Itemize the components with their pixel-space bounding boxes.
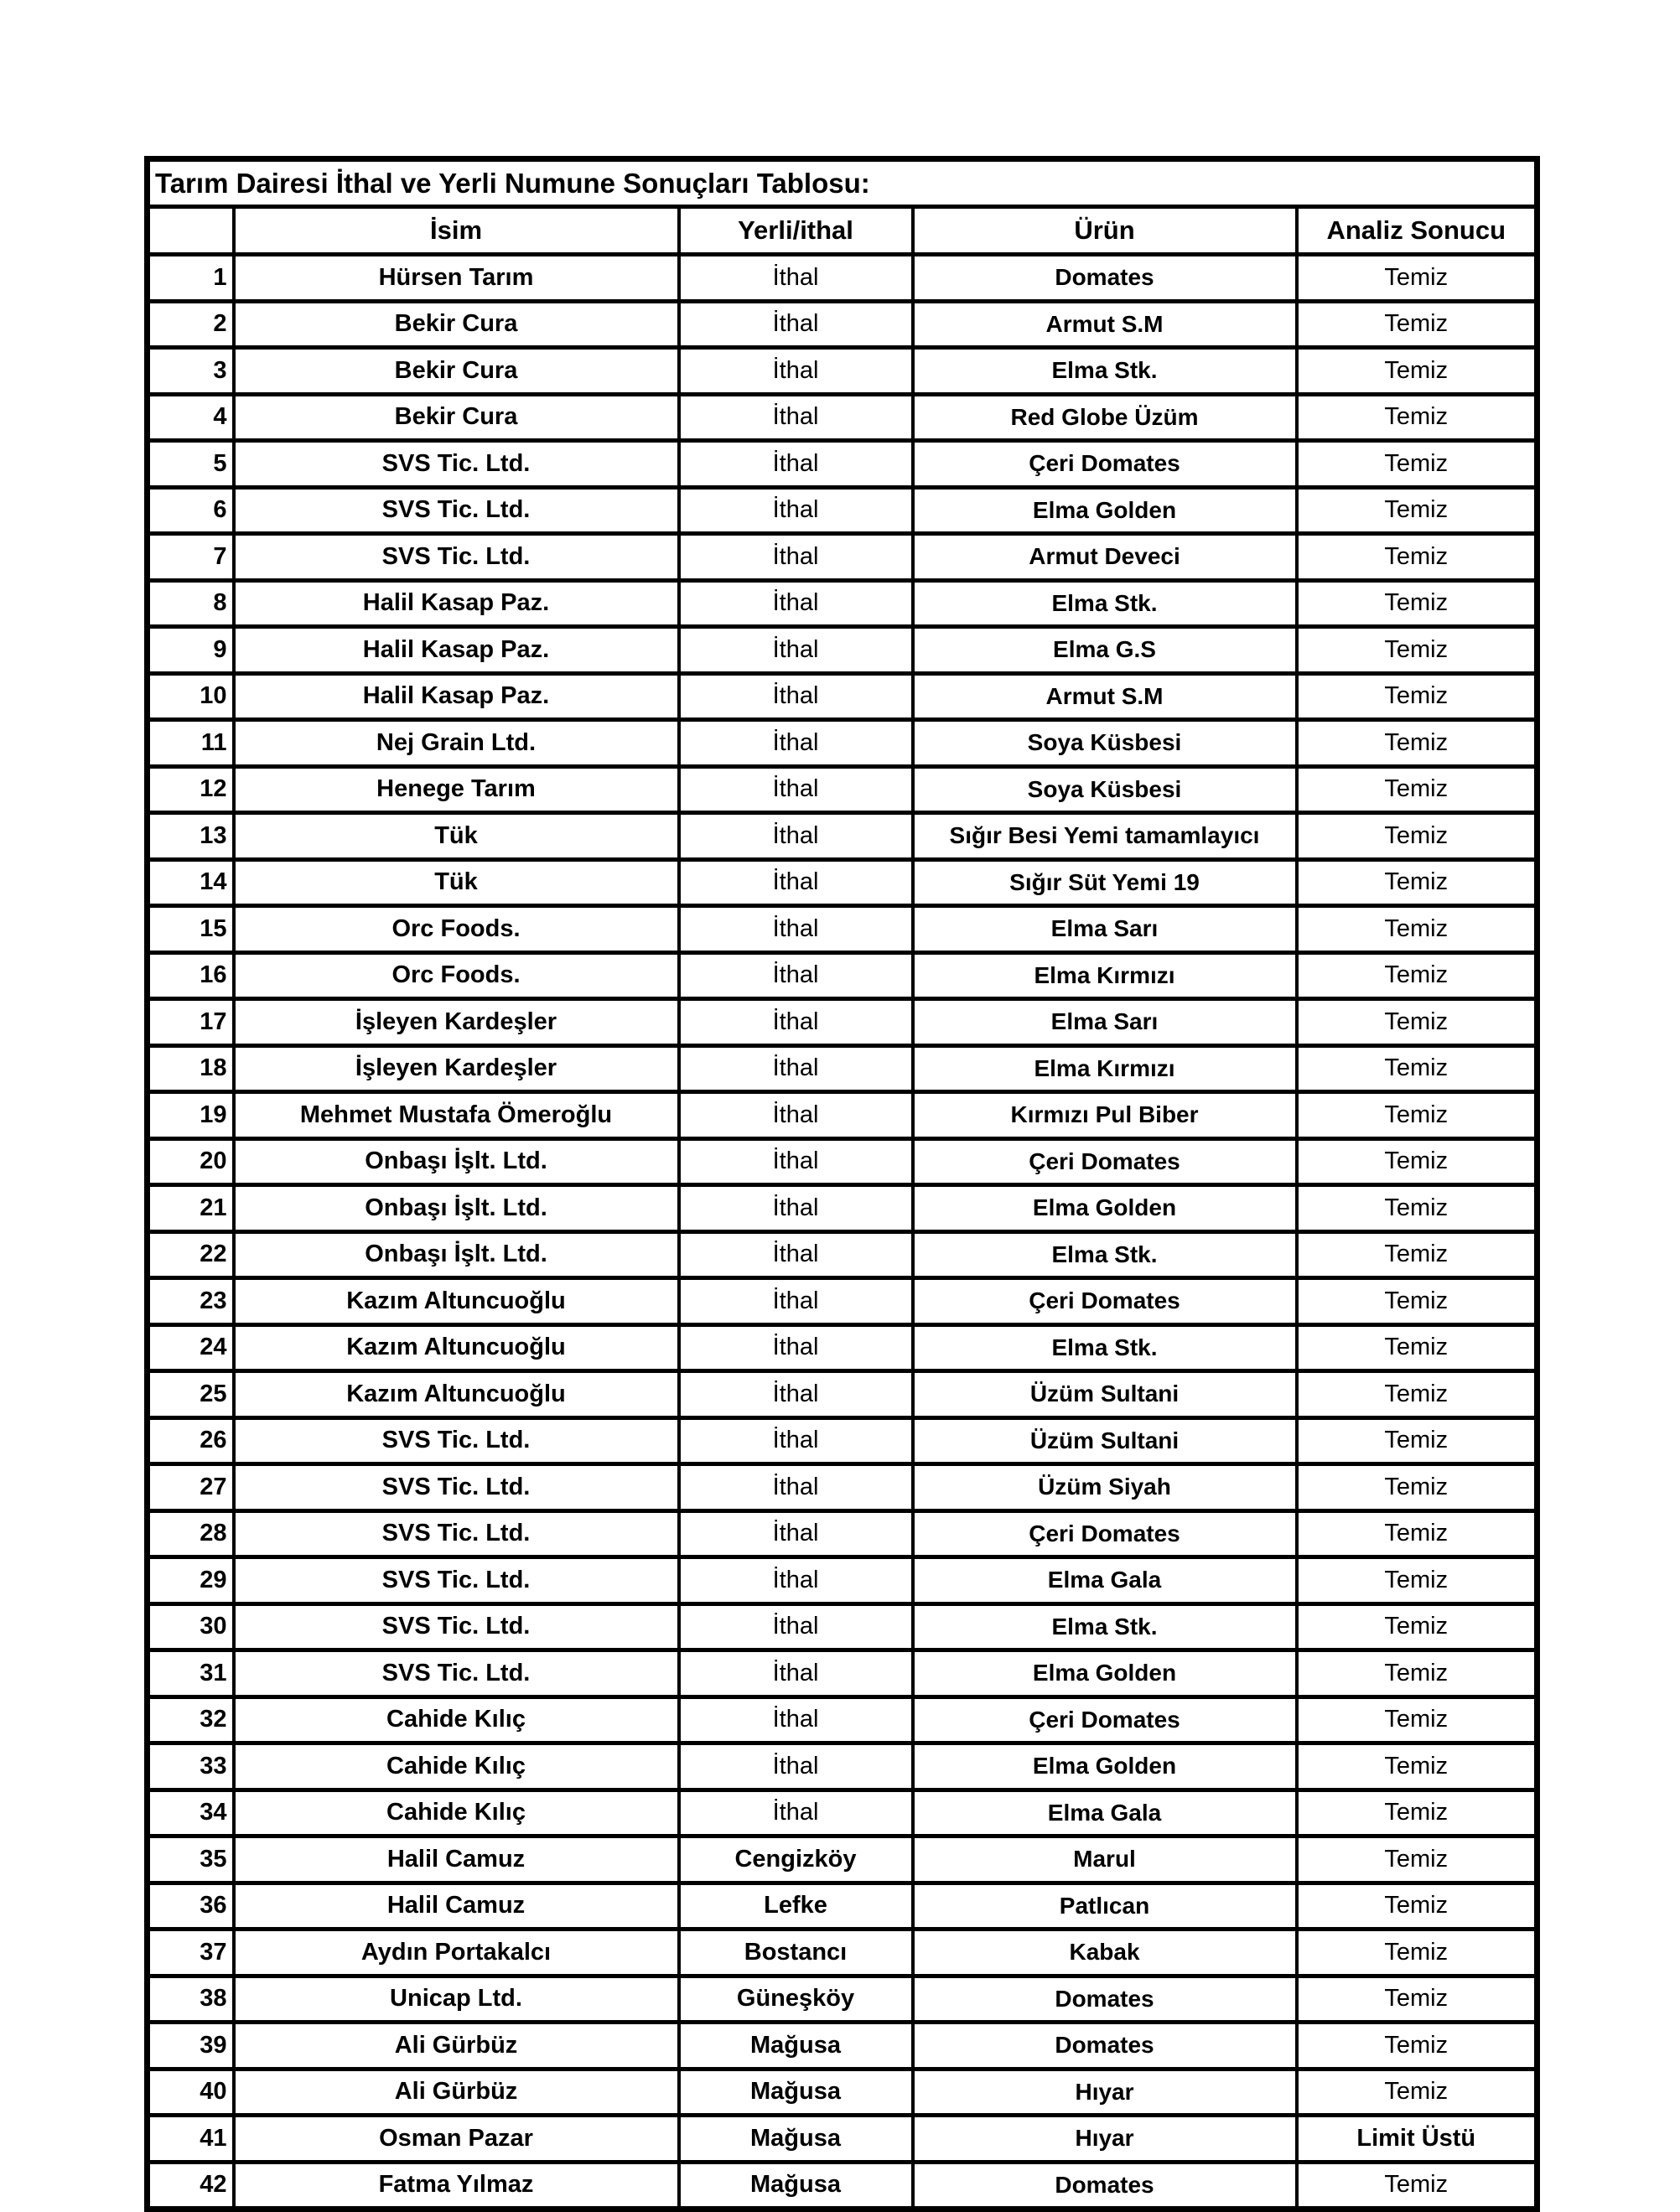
cell-isim: SVS Tic. Ltd. xyxy=(234,441,679,488)
cell-analiz-sonucu: Temiz xyxy=(1297,1185,1537,1232)
cell-urun: Elma Stk. xyxy=(913,348,1297,395)
corner-header-cell xyxy=(148,207,234,255)
cell-yerli-ithal: Mağusa xyxy=(679,2116,913,2163)
cell-yerli-ithal: İthal xyxy=(679,627,913,674)
cell-analiz-sonucu: Temiz xyxy=(1297,1883,1537,1930)
cell-analiz-sonucu: Temiz xyxy=(1297,1650,1537,1697)
cell-isim: Kazım Altuncuoğlu xyxy=(234,1278,679,1325)
header-yerli-ithal: Yerli/ithal xyxy=(679,207,913,255)
cell-isim: Halil Kasap Paz. xyxy=(234,580,679,627)
cell-yerli-ithal: İthal xyxy=(679,394,913,441)
row-number: 5 xyxy=(148,441,234,488)
table-row xyxy=(148,1930,1537,1976)
cell-analiz-sonucu: Temiz xyxy=(1297,1371,1537,1418)
cell-urun: Elma Stk. xyxy=(913,1324,1297,1371)
cell-yerli-ithal: İthal xyxy=(679,1510,913,1557)
row-number: 14 xyxy=(148,859,234,906)
cell-analiz-sonucu: Temiz xyxy=(1297,487,1537,534)
cell-analiz-sonucu: Temiz xyxy=(1297,1930,1537,1976)
row-number: 29 xyxy=(148,1557,234,1604)
cell-yerli-ithal: İthal xyxy=(679,673,913,720)
cell-yerli-ithal: İthal xyxy=(679,999,913,1046)
cell-analiz-sonucu: Temiz xyxy=(1297,627,1537,674)
table-title: Tarım Dairesi İthal ve Yerli Numune Sonuçları Tablosu: xyxy=(148,159,1537,207)
row-number: 21 xyxy=(148,1185,234,1232)
cell-yerli-ithal: İthal xyxy=(679,1743,913,1790)
table-row xyxy=(148,1557,1537,1604)
cell-urun: Elma Stk. xyxy=(913,580,1297,627)
cell-analiz-sonucu: Temiz xyxy=(1297,2162,1537,2209)
cell-yerli-ithal: İthal xyxy=(679,1790,913,1836)
table-header-row xyxy=(148,207,1537,255)
cell-analiz-sonucu: Temiz xyxy=(1297,952,1537,999)
cell-urun: Elma G.S xyxy=(913,627,1297,674)
row-number: 9 xyxy=(148,627,234,674)
cell-analiz-sonucu: Temiz xyxy=(1297,1603,1537,1650)
cell-urun: Elma Stk. xyxy=(913,1603,1297,1650)
cell-isim: Onbaşı İşlt. Ltd. xyxy=(234,1185,679,1232)
cell-yerli-ithal: İthal xyxy=(679,534,913,581)
cell-urun: Elma Golden xyxy=(913,1743,1297,1790)
table-row xyxy=(148,906,1537,953)
cell-isim: Hürsen Tarım xyxy=(234,255,679,302)
cell-isim: Onbaşı İşlt. Ltd. xyxy=(234,1138,679,1185)
cell-yerli-ithal: Cengizköy xyxy=(679,1836,913,1883)
cell-urun: Soya Küsbesi xyxy=(913,766,1297,813)
cell-analiz-sonucu: Temiz xyxy=(1297,441,1537,488)
cell-yerli-ithal: İthal xyxy=(679,952,913,999)
cell-isim: SVS Tic. Ltd. xyxy=(234,487,679,534)
table-row xyxy=(148,1092,1537,1139)
cell-yerli-ithal: Mağusa xyxy=(679,2162,913,2209)
cell-yerli-ithal: Mağusa xyxy=(679,2069,913,2116)
cell-analiz-sonucu: Temiz xyxy=(1297,1417,1537,1464)
row-number: 7 xyxy=(148,534,234,581)
cell-analiz-sonucu: Temiz xyxy=(1297,394,1537,441)
table-row xyxy=(148,1790,1537,1836)
cell-yerli-ithal: İthal xyxy=(679,1092,913,1139)
cell-analiz-sonucu: Temiz xyxy=(1297,1324,1537,1371)
table-row xyxy=(148,255,1537,302)
cell-analiz-sonucu: Temiz xyxy=(1297,1790,1537,1836)
row-number: 37 xyxy=(148,1930,234,1976)
cell-urun: Elma Gala xyxy=(913,1790,1297,1836)
cell-isim: Halil Camuz xyxy=(234,1836,679,1883)
cell-urun: Sığır Besi Yemi tamamlayıcı xyxy=(913,813,1297,860)
table-row xyxy=(148,720,1537,767)
cell-isim: Tük xyxy=(234,859,679,906)
cell-urun: Domates xyxy=(913,255,1297,302)
row-number: 34 xyxy=(148,1790,234,1836)
cell-yerli-ithal: İthal xyxy=(679,1231,913,1278)
table-row xyxy=(148,859,1537,906)
cell-urun: Domates xyxy=(913,1976,1297,2023)
table-row xyxy=(148,2116,1537,2163)
table-row xyxy=(148,487,1537,534)
cell-analiz-sonucu: Temiz xyxy=(1297,2069,1537,2116)
table-row xyxy=(148,1278,1537,1325)
row-number: 28 xyxy=(148,1510,234,1557)
table-row xyxy=(148,813,1537,860)
cell-isim: SVS Tic. Ltd. xyxy=(234,1650,679,1697)
cell-analiz-sonucu: Temiz xyxy=(1297,1836,1537,1883)
cell-analiz-sonucu: Temiz xyxy=(1297,1045,1537,1092)
cell-urun: Hıyar xyxy=(913,2116,1297,2163)
table-row xyxy=(148,1324,1537,1371)
cell-yerli-ithal: Güneşköy xyxy=(679,1976,913,2023)
cell-analiz-sonucu: Temiz xyxy=(1297,534,1537,581)
cell-urun: Elma Kırmızı xyxy=(913,1045,1297,1092)
table-row xyxy=(148,627,1537,674)
cell-analiz-sonucu: Temiz xyxy=(1297,1138,1537,1185)
cell-yerli-ithal: İthal xyxy=(679,1557,913,1604)
cell-yerli-ithal: İthal xyxy=(679,1185,913,1232)
cell-yerli-ithal: İthal xyxy=(679,348,913,395)
cell-urun: Çeri Domates xyxy=(913,1138,1297,1185)
cell-urun: Marul xyxy=(913,1836,1297,1883)
row-number: 35 xyxy=(148,1836,234,1883)
cell-urun: Domates xyxy=(913,2162,1297,2209)
table-row xyxy=(148,1417,1537,1464)
results-table xyxy=(144,156,1540,2212)
row-number: 3 xyxy=(148,348,234,395)
cell-isim: Unicap Ltd. xyxy=(234,1976,679,2023)
cell-urun: Sığır Süt Yemi 19 xyxy=(913,859,1297,906)
cell-analiz-sonucu: Temiz xyxy=(1297,1743,1537,1790)
row-number: 20 xyxy=(148,1138,234,1185)
cell-yerli-ithal: İthal xyxy=(679,487,913,534)
table-row xyxy=(148,1883,1537,1930)
cell-analiz-sonucu: Temiz xyxy=(1297,1697,1537,1743)
table-row xyxy=(148,999,1537,1046)
cell-isim: Tük xyxy=(234,813,679,860)
row-number: 31 xyxy=(148,1650,234,1697)
cell-yerli-ithal: İthal xyxy=(679,1278,913,1325)
table-row xyxy=(148,1185,1537,1232)
cell-analiz-sonucu: Temiz xyxy=(1297,301,1537,348)
cell-isim: Nej Grain Ltd. xyxy=(234,720,679,767)
cell-isim: Bekir Cura xyxy=(234,301,679,348)
cell-yerli-ithal: İthal xyxy=(679,1417,913,1464)
header-isim: İsim xyxy=(234,207,679,255)
row-number: 39 xyxy=(148,2023,234,2070)
table-row xyxy=(148,2069,1537,2116)
cell-analiz-sonucu: Temiz xyxy=(1297,999,1537,1046)
cell-analiz-sonucu: Temiz xyxy=(1297,1231,1537,1278)
cell-urun: Red Globe Üzüm xyxy=(913,394,1297,441)
cell-yerli-ithal: İthal xyxy=(679,720,913,767)
row-number: 33 xyxy=(148,1743,234,1790)
cell-urun: Üzüm Siyah xyxy=(913,1464,1297,1511)
cell-yerli-ithal: Bostancı xyxy=(679,1930,913,1976)
cell-yerli-ithal: İthal xyxy=(679,766,913,813)
table-row xyxy=(148,1976,1537,2023)
row-number: 17 xyxy=(148,999,234,1046)
cell-yerli-ithal: İthal xyxy=(679,1603,913,1650)
header-analiz-sonucu: Analiz Sonucu xyxy=(1297,207,1537,255)
row-number: 16 xyxy=(148,952,234,999)
cell-urun: Üzüm Sultani xyxy=(913,1417,1297,1464)
cell-urun: Hıyar xyxy=(913,2069,1297,2116)
cell-urun: Üzüm Sultani xyxy=(913,1371,1297,1418)
row-number: 13 xyxy=(148,813,234,860)
cell-urun: Kabak xyxy=(913,1930,1297,1976)
cell-isim: İşleyen Kardeşler xyxy=(234,1045,679,1092)
cell-yerli-ithal: Lefke xyxy=(679,1883,913,1930)
cell-isim: Osman Pazar xyxy=(234,2116,679,2163)
table-row xyxy=(148,766,1537,813)
table-row xyxy=(148,1743,1537,1790)
cell-isim: SVS Tic. Ltd. xyxy=(234,1510,679,1557)
cell-urun: Soya Küsbesi xyxy=(913,720,1297,767)
cell-yerli-ithal: Mağusa xyxy=(679,2023,913,2070)
cell-urun: Kırmızı Pul Biber xyxy=(913,1092,1297,1139)
table-row xyxy=(148,673,1537,720)
cell-urun: Elma Sarı xyxy=(913,999,1297,1046)
table-title-row xyxy=(148,159,1537,207)
row-number: 4 xyxy=(148,394,234,441)
cell-analiz-sonucu: Temiz xyxy=(1297,1092,1537,1139)
cell-isim: Aydın Portakalcı xyxy=(234,1930,679,1976)
cell-analiz-sonucu: Temiz xyxy=(1297,859,1537,906)
cell-isim: Cahide Kılıç xyxy=(234,1790,679,1836)
cell-isim: Cahide Kılıç xyxy=(234,1697,679,1743)
table-row xyxy=(148,2023,1537,2070)
cell-isim: Bekir Cura xyxy=(234,394,679,441)
table-row xyxy=(148,441,1537,488)
row-number: 36 xyxy=(148,1883,234,1930)
cell-yerli-ithal: İthal xyxy=(679,1697,913,1743)
row-number: 6 xyxy=(148,487,234,534)
table-row xyxy=(148,2162,1537,2209)
row-number: 23 xyxy=(148,1278,234,1325)
row-number: 38 xyxy=(148,1976,234,2023)
row-number: 11 xyxy=(148,720,234,767)
cell-isim: SVS Tic. Ltd. xyxy=(234,1557,679,1604)
cell-analiz-sonucu: Temiz xyxy=(1297,1557,1537,1604)
table-row xyxy=(148,1464,1537,1511)
cell-analiz-sonucu: Temiz xyxy=(1297,1976,1537,2023)
cell-isim: Ali Gürbüz xyxy=(234,2023,679,2070)
table-row xyxy=(148,1045,1537,1092)
cell-isim: Mehmet Mustafa Ömeroğlu xyxy=(234,1092,679,1139)
cell-urun: Çeri Domates xyxy=(913,1697,1297,1743)
row-number: 41 xyxy=(148,2116,234,2163)
table-row xyxy=(148,1650,1537,1697)
cell-urun: Elma Golden xyxy=(913,1650,1297,1697)
row-number: 26 xyxy=(148,1417,234,1464)
cell-urun: Elma Golden xyxy=(913,487,1297,534)
table-row xyxy=(148,1510,1537,1557)
cell-isim: Fatma Yılmaz xyxy=(234,2162,679,2209)
table-row xyxy=(148,534,1537,581)
table-row xyxy=(148,580,1537,627)
cell-urun: Armut Deveci xyxy=(913,534,1297,581)
row-number: 25 xyxy=(148,1371,234,1418)
cell-yerli-ithal: İthal xyxy=(679,1324,913,1371)
row-number: 12 xyxy=(148,766,234,813)
cell-urun: Domates xyxy=(913,2023,1297,2070)
cell-yerli-ithal: İthal xyxy=(679,859,913,906)
table-row xyxy=(148,1371,1537,1418)
cell-analiz-sonucu: Temiz xyxy=(1297,813,1537,860)
table-row xyxy=(148,394,1537,441)
cell-urun: Elma Kırmızı xyxy=(913,952,1297,999)
cell-yerli-ithal: İthal xyxy=(679,255,913,302)
cell-isim: Henege Tarım xyxy=(234,766,679,813)
cell-urun: Çeri Domates xyxy=(913,1278,1297,1325)
row-number: 18 xyxy=(148,1045,234,1092)
row-number: 24 xyxy=(148,1324,234,1371)
row-number: 2 xyxy=(148,301,234,348)
cell-yerli-ithal: İthal xyxy=(679,441,913,488)
row-number: 32 xyxy=(148,1697,234,1743)
cell-isim: SVS Tic. Ltd. xyxy=(234,1464,679,1511)
table-row xyxy=(148,348,1537,395)
cell-analiz-sonucu: Temiz xyxy=(1297,720,1537,767)
cell-urun: Patlıcan xyxy=(913,1883,1297,1930)
cell-analiz-sonucu: Temiz xyxy=(1297,255,1537,302)
cell-analiz-sonucu: Temiz xyxy=(1297,906,1537,953)
cell-isim: Halil Kasap Paz. xyxy=(234,673,679,720)
cell-isim: Bekir Cura xyxy=(234,348,679,395)
cell-isim: İşleyen Kardeşler xyxy=(234,999,679,1046)
cell-yerli-ithal: İthal xyxy=(679,1464,913,1511)
row-number: 10 xyxy=(148,673,234,720)
cell-urun: Elma Gala xyxy=(913,1557,1297,1604)
cell-urun: Çeri Domates xyxy=(913,1510,1297,1557)
row-number: 22 xyxy=(148,1231,234,1278)
row-number: 1 xyxy=(148,255,234,302)
cell-urun: Elma Stk. xyxy=(913,1231,1297,1278)
cell-isim: Orc Foods. xyxy=(234,906,679,953)
cell-analiz-sonucu: Limit Üstü xyxy=(1297,2116,1537,2163)
table-row xyxy=(148,1231,1537,1278)
row-number: 19 xyxy=(148,1092,234,1139)
cell-analiz-sonucu: Temiz xyxy=(1297,2023,1537,2070)
row-number: 42 xyxy=(148,2162,234,2209)
table-row xyxy=(148,1603,1537,1650)
cell-isim: Kazım Altuncuoğlu xyxy=(234,1324,679,1371)
cell-urun: Armut S.M xyxy=(913,673,1297,720)
table-row xyxy=(148,1836,1537,1883)
cell-isim: Halil Kasap Paz. xyxy=(234,627,679,674)
cell-isim: Ali Gürbüz xyxy=(234,2069,679,2116)
cell-yerli-ithal: İthal xyxy=(679,580,913,627)
cell-urun: Çeri Domates xyxy=(913,441,1297,488)
cell-yerli-ithal: İthal xyxy=(679,906,913,953)
cell-isim: Halil Camuz xyxy=(234,1883,679,1930)
cell-urun: Armut S.M xyxy=(913,301,1297,348)
cell-yerli-ithal: İthal xyxy=(679,1371,913,1418)
row-number: 40 xyxy=(148,2069,234,2116)
cell-isim: Kazım Altuncuoğlu xyxy=(234,1371,679,1418)
table-row xyxy=(148,1138,1537,1185)
row-number: 27 xyxy=(148,1464,234,1511)
cell-analiz-sonucu: Temiz xyxy=(1297,348,1537,395)
table-row xyxy=(148,301,1537,348)
cell-analiz-sonucu: Temiz xyxy=(1297,1278,1537,1325)
cell-analiz-sonucu: Temiz xyxy=(1297,673,1537,720)
row-number: 30 xyxy=(148,1603,234,1650)
table-row xyxy=(148,952,1537,999)
cell-isim: SVS Tic. Ltd. xyxy=(234,1603,679,1650)
header-urun: Ürün xyxy=(913,207,1297,255)
cell-yerli-ithal: İthal xyxy=(679,1650,913,1697)
cell-isim: Cahide Kılıç xyxy=(234,1743,679,1790)
row-number: 15 xyxy=(148,906,234,953)
cell-analiz-sonucu: Temiz xyxy=(1297,580,1537,627)
cell-isim: Onbaşı İşlt. Ltd. xyxy=(234,1231,679,1278)
cell-urun: Elma Golden xyxy=(913,1185,1297,1232)
cell-yerli-ithal: İthal xyxy=(679,301,913,348)
cell-analiz-sonucu: Temiz xyxy=(1297,1464,1537,1511)
table-row xyxy=(148,1697,1537,1743)
cell-isim: SVS Tic. Ltd. xyxy=(234,534,679,581)
cell-isim: SVS Tic. Ltd. xyxy=(234,1417,679,1464)
cell-urun: Elma Sarı xyxy=(913,906,1297,953)
cell-yerli-ithal: İthal xyxy=(679,1138,913,1185)
cell-yerli-ithal: İthal xyxy=(679,1045,913,1092)
cell-isim: Orc Foods. xyxy=(234,952,679,999)
cell-yerli-ithal: İthal xyxy=(679,813,913,860)
row-number: 8 xyxy=(148,580,234,627)
cell-analiz-sonucu: Temiz xyxy=(1297,766,1537,813)
cell-analiz-sonucu: Temiz xyxy=(1297,1510,1537,1557)
